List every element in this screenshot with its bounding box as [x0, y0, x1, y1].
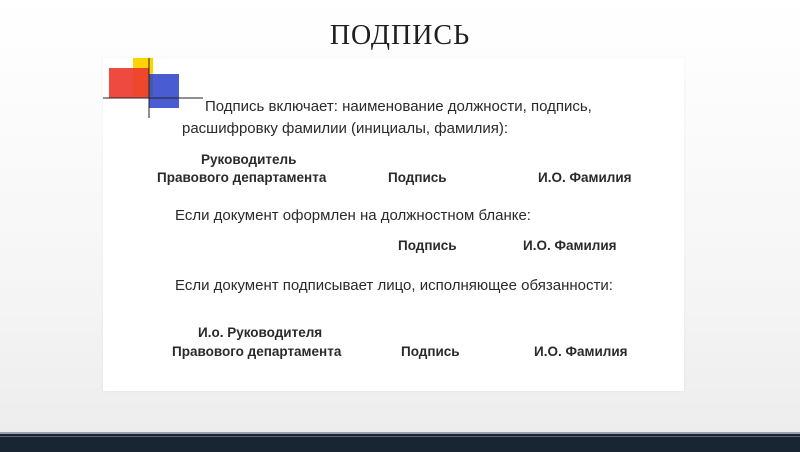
block3-name: И.О. Фамилия	[534, 344, 628, 359]
deco-red-square	[109, 68, 149, 98]
case3-text: Если документ подписывает лицо, исполняющее обязанности:	[175, 277, 613, 294]
case2-text: Если документ оформлен на должностном бланке:	[175, 207, 531, 224]
block3-position-line1: И.о. Руководителя	[198, 325, 323, 340]
slide-title: ПОДПИСЬ	[329, 20, 471, 51]
block1-position-line2: Правового департамента	[157, 170, 327, 185]
block2-name: И.О. Фамилия	[523, 238, 617, 253]
intro-line-2: расшифровку фамилии (инициалы, фамилия):	[182, 120, 509, 137]
bottom-bar	[0, 432, 800, 452]
intro-line-1: Подпись включает: наименование должности, подпись,	[205, 98, 592, 115]
block1-signature: Подпись	[388, 170, 447, 185]
block3-signature: Подпись	[401, 344, 460, 359]
decorative-squares-graphic	[103, 58, 203, 118]
block3-position-line2: Правового департамента	[172, 344, 342, 359]
deco-blue-square	[149, 74, 179, 108]
block2-signature: Подпись	[398, 238, 457, 253]
block1-position-line1: Руководитель	[201, 152, 297, 167]
slide-content	[103, 58, 684, 391]
block1-name: И.О. Фамилия	[538, 170, 632, 185]
